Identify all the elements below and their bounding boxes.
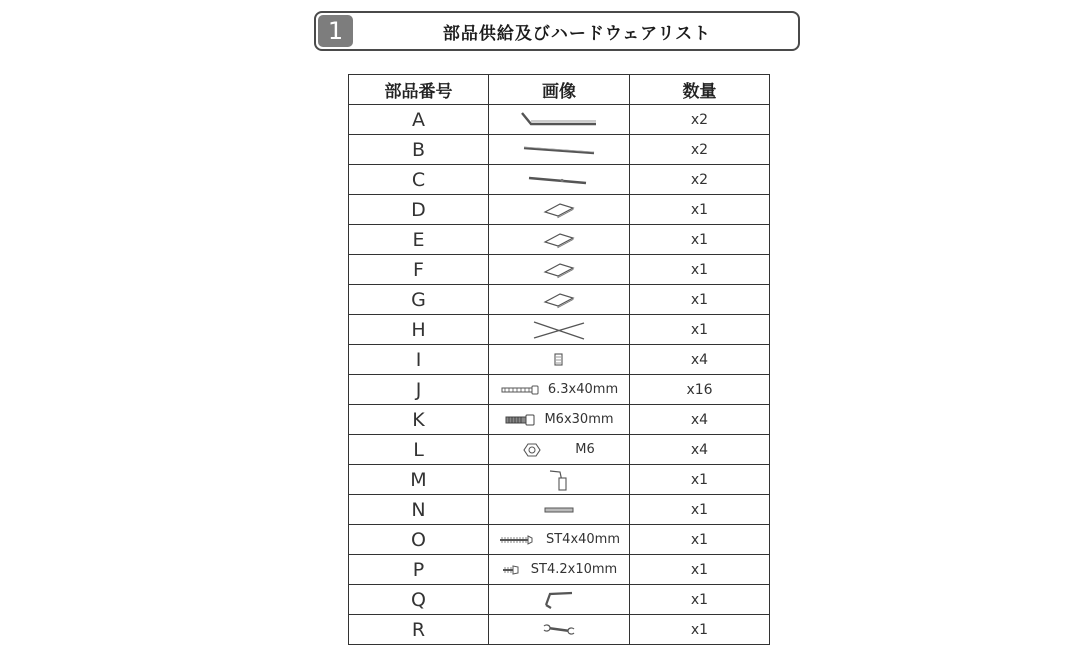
table-row bbox=[349, 375, 770, 405]
part-id: E bbox=[349, 225, 489, 255]
section-header bbox=[314, 11, 800, 51]
part-image-cell bbox=[489, 315, 630, 345]
part-spec: ST4.2x10mm bbox=[530, 562, 618, 577]
part-id: H bbox=[349, 315, 489, 345]
part-quantity: x4 bbox=[630, 435, 770, 465]
parts-table bbox=[348, 74, 770, 645]
part-image-cell bbox=[489, 585, 630, 615]
column-header-quantity: 数量 bbox=[630, 75, 770, 105]
part-quantity: x1 bbox=[630, 285, 770, 315]
short-screw-icon bbox=[501, 564, 525, 576]
long-screw-icon bbox=[498, 534, 540, 546]
long-bolt-icon bbox=[500, 384, 542, 396]
part-image-cell bbox=[489, 525, 630, 555]
column-header-part-number: 部品番号 bbox=[349, 75, 489, 105]
part-quantity: x1 bbox=[630, 585, 770, 615]
part-quantity: x1 bbox=[630, 465, 770, 495]
part-image-cell bbox=[489, 615, 630, 645]
part-image-cell bbox=[489, 255, 630, 285]
table-row bbox=[349, 465, 770, 495]
part-image-cell bbox=[489, 165, 630, 195]
part-image-cell bbox=[489, 195, 630, 225]
part-image-cell bbox=[489, 105, 630, 135]
part-id: Q bbox=[349, 585, 489, 615]
part-id: B bbox=[349, 135, 489, 165]
table-row bbox=[349, 495, 770, 525]
table-row bbox=[349, 345, 770, 375]
plate-icon bbox=[542, 291, 576, 309]
table-row bbox=[349, 195, 770, 225]
table-row bbox=[349, 315, 770, 345]
bent-rod-icon bbox=[519, 110, 599, 130]
part-id: P bbox=[349, 555, 489, 585]
part-id: F bbox=[349, 255, 489, 285]
plate-icon bbox=[542, 261, 576, 279]
clip-icon bbox=[552, 352, 566, 368]
part-spec: M6 bbox=[575, 442, 595, 457]
table-header-row bbox=[349, 75, 770, 105]
part-image-cell bbox=[489, 465, 630, 495]
part-quantity: x1 bbox=[630, 555, 770, 585]
table-row bbox=[349, 555, 770, 585]
part-quantity: x1 bbox=[630, 225, 770, 255]
table-row bbox=[349, 225, 770, 255]
bolt-icon bbox=[504, 413, 538, 427]
allen-key-icon bbox=[547, 468, 571, 492]
part-image-cell bbox=[489, 135, 630, 165]
cross-brace-icon bbox=[531, 318, 587, 342]
long-rod-icon bbox=[519, 143, 599, 157]
part-spec: 6.3x40mm bbox=[547, 382, 619, 397]
hex-key-icon bbox=[543, 589, 575, 611]
plate-icon bbox=[542, 231, 576, 249]
part-image-cell bbox=[489, 555, 630, 585]
part-id: M bbox=[349, 465, 489, 495]
part-id: N bbox=[349, 495, 489, 525]
table-row bbox=[349, 255, 770, 285]
table-row bbox=[349, 105, 770, 135]
section-number-badge: 1 bbox=[318, 15, 353, 47]
table-row bbox=[349, 585, 770, 615]
part-id: R bbox=[349, 615, 489, 645]
part-image-cell bbox=[489, 375, 630, 405]
table-row bbox=[349, 405, 770, 435]
table-row bbox=[349, 525, 770, 555]
part-id: L bbox=[349, 435, 489, 465]
part-image-cell bbox=[489, 495, 630, 525]
part-id: J bbox=[349, 375, 489, 405]
part-quantity: x1 bbox=[630, 525, 770, 555]
section-title: 部品供給及びハードウェアリスト bbox=[442, 23, 712, 44]
part-id: O bbox=[349, 525, 489, 555]
part-quantity: x1 bbox=[630, 195, 770, 225]
part-quantity: x2 bbox=[630, 135, 770, 165]
part-id: D bbox=[349, 195, 489, 225]
part-quantity: x2 bbox=[630, 105, 770, 135]
nut-icon bbox=[523, 442, 541, 458]
wrench-icon bbox=[542, 623, 576, 637]
part-image-cell bbox=[489, 435, 630, 465]
part-id: I bbox=[349, 345, 489, 375]
part-quantity: x1 bbox=[630, 615, 770, 645]
pin-icon bbox=[542, 506, 576, 514]
table-row bbox=[349, 435, 770, 465]
part-quantity: x4 bbox=[630, 405, 770, 435]
table-row bbox=[349, 285, 770, 315]
part-quantity: x1 bbox=[630, 315, 770, 345]
short-rod-icon bbox=[524, 173, 594, 187]
table-row bbox=[349, 615, 770, 645]
part-image-cell bbox=[489, 345, 630, 375]
part-quantity: x2 bbox=[630, 165, 770, 195]
part-spec: M6x30mm bbox=[544, 412, 614, 427]
table-row bbox=[349, 165, 770, 195]
plate-icon bbox=[542, 201, 576, 219]
part-id: G bbox=[349, 285, 489, 315]
part-id: C bbox=[349, 165, 489, 195]
table-row bbox=[349, 135, 770, 165]
part-quantity: x1 bbox=[630, 495, 770, 525]
part-quantity: x16 bbox=[630, 375, 770, 405]
part-image-cell bbox=[489, 225, 630, 255]
part-spec: ST4x40mm bbox=[545, 532, 621, 547]
part-id: A bbox=[349, 105, 489, 135]
part-quantity: x1 bbox=[630, 255, 770, 285]
part-id: K bbox=[349, 405, 489, 435]
part-image-cell bbox=[489, 285, 630, 315]
column-header-image: 画像 bbox=[489, 75, 630, 105]
part-image-cell bbox=[489, 405, 630, 435]
part-quantity: x4 bbox=[630, 345, 770, 375]
